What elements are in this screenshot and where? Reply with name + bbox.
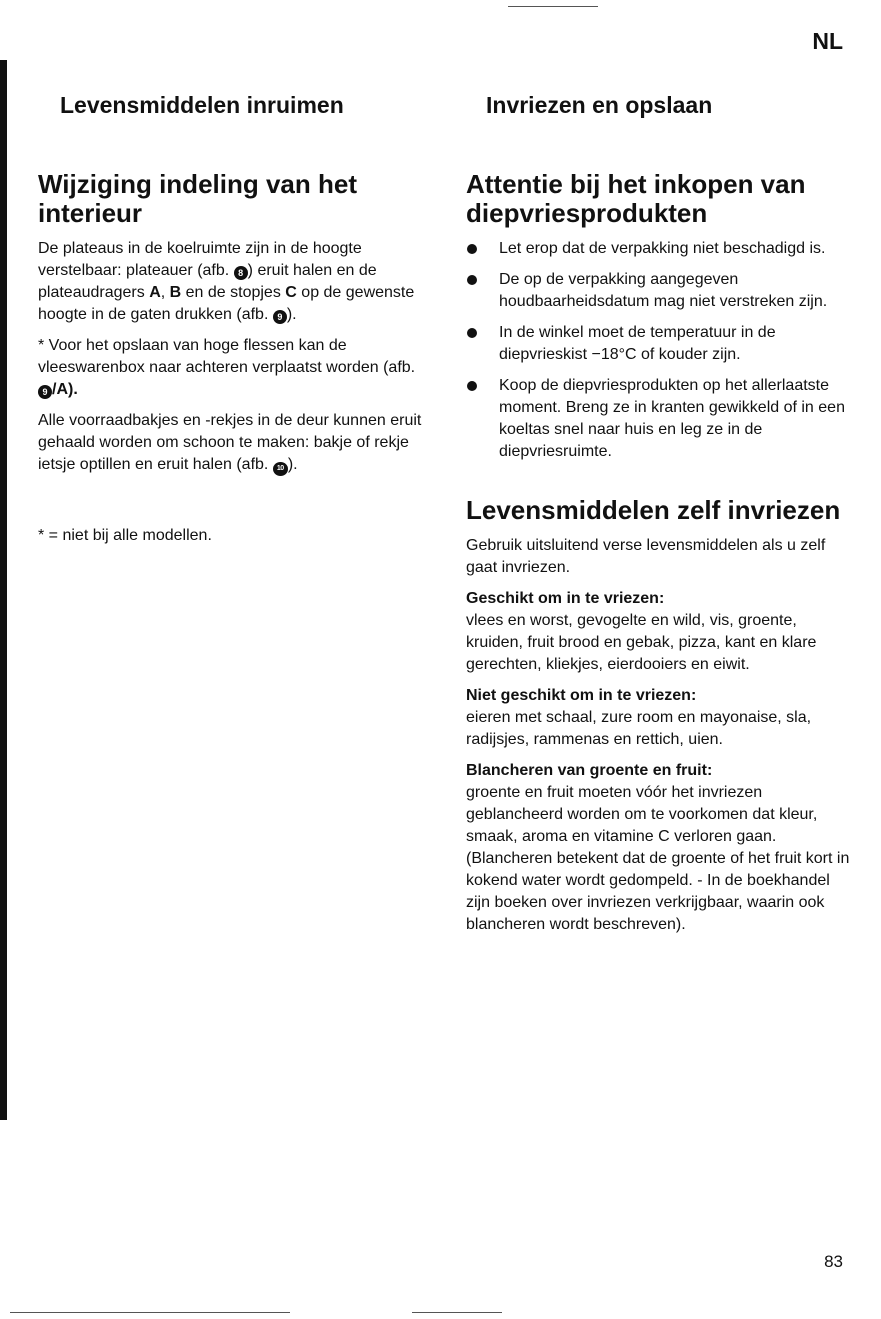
top-rule [508,6,598,7]
left-section-title: Levensmiddelen inruimen [60,92,344,118]
right-section-title: Invriezen en opslaan [486,92,713,118]
bottom-rule [10,1312,290,1313]
paragraph-suitable: vlees en worst, gevogelte en wild, vis, groente, kruiden, fruit brood en gebak, pizza, kant en klare gerechten, kliekjes, eierdooiers en eiwit. [466,612,817,673]
list-item: De op de verpakking aangegeven houdbaarheidsdatum mag niet verstreken zijn. [466,269,851,313]
list-item: In de winkel moet de temperatuur in de diepvrieskist −18°C of kouder zijn. [466,322,851,366]
paragraph-blanching: groente en fruit moeten vóór het invriezen geblancheerd worden om te voorkomen dat kleur, smaak, aroma en vitamine C verloren gaan. [466,784,818,845]
footnote: * = niet bij alle modellen. [38,527,212,544]
left-column [38,170,423,556]
paragraph-door-racks: Alle voorraadbakjes en -rekjes in de deur kunnen eruit gehaald worden om schoon te maken: bakje of rekje ietsje optillen en eruit halen (afb. 10 ). [38,410,423,476]
list-item: Koop de diepvriesprodukten op het allerlaatste moment. Breng ze in kranten gewikkeld of in een koeltas snel naar huis en leg ze in de diepvriesruimte. [466,375,851,463]
bullet-list [466,238,851,463]
paragraph-unsuitable: eieren met schaal, zure room en mayonaise, sla, radijsjes, rammenas en rettich, uien. [466,709,812,748]
heading-self-freezing: Levensmiddelen zelf invriezen [466,495,841,525]
paragraph-blanching-note: (Blancheren betekent dat de groente of het fruit kort in kokend water wordt gedompeld. - In de boekhandel zijn boeken over invriezen verkrijgbaar, waarin ook blancheren wordt beschreven). [466,850,850,933]
paragraph-shelves: De plateaus in de koelruimte zijn in de hoogte verstelbaar: plateauer (afb. 8 ) eruit halen en de plateaudragers A, B en de stopjes C op de gewenste hoogte in de gaten drukken (afb. 9 ). [38,240,415,323]
page-number: 83 [824,1252,843,1271]
paragraph-intro: Gebruik uitsluitend verse levensmiddelen als u zelf gaat invriezen. [466,537,826,576]
bullet-icon [467,381,477,391]
subheading-unsuitable: Niet geschikt om in te vriezen: [466,687,697,704]
bottom-rule [412,1312,502,1313]
figure-ref-8: 8 [234,266,248,280]
figure-ref-10: 10 [273,462,288,476]
right-column [466,170,851,945]
figure-ref-9: 9 [38,385,52,399]
subheading-blanching: Blancheren van groente en fruit: [466,762,713,779]
language-code: NL [812,28,843,54]
page-edge [0,60,7,1120]
heading-interior: Wijziging indeling van het interieur [38,169,357,228]
figure-ref-9: 9 [273,310,287,324]
bullet-icon [467,244,477,254]
bullet-icon [467,328,477,338]
bullet-icon [467,275,477,285]
list-item: Let erop dat de verpakking niet beschadigd is. [466,238,851,260]
heading-buying: Attentie bij het inkopen van diepvriesprodukten [466,169,806,228]
paragraph-bottles: * Voor het opslaan van hoge flessen kan de vleeswarenbox naar achteren verplaatst worden (afb. 9 /A). [38,337,416,398]
subheading-suitable: Geschikt om in te vriezen: [466,590,665,607]
